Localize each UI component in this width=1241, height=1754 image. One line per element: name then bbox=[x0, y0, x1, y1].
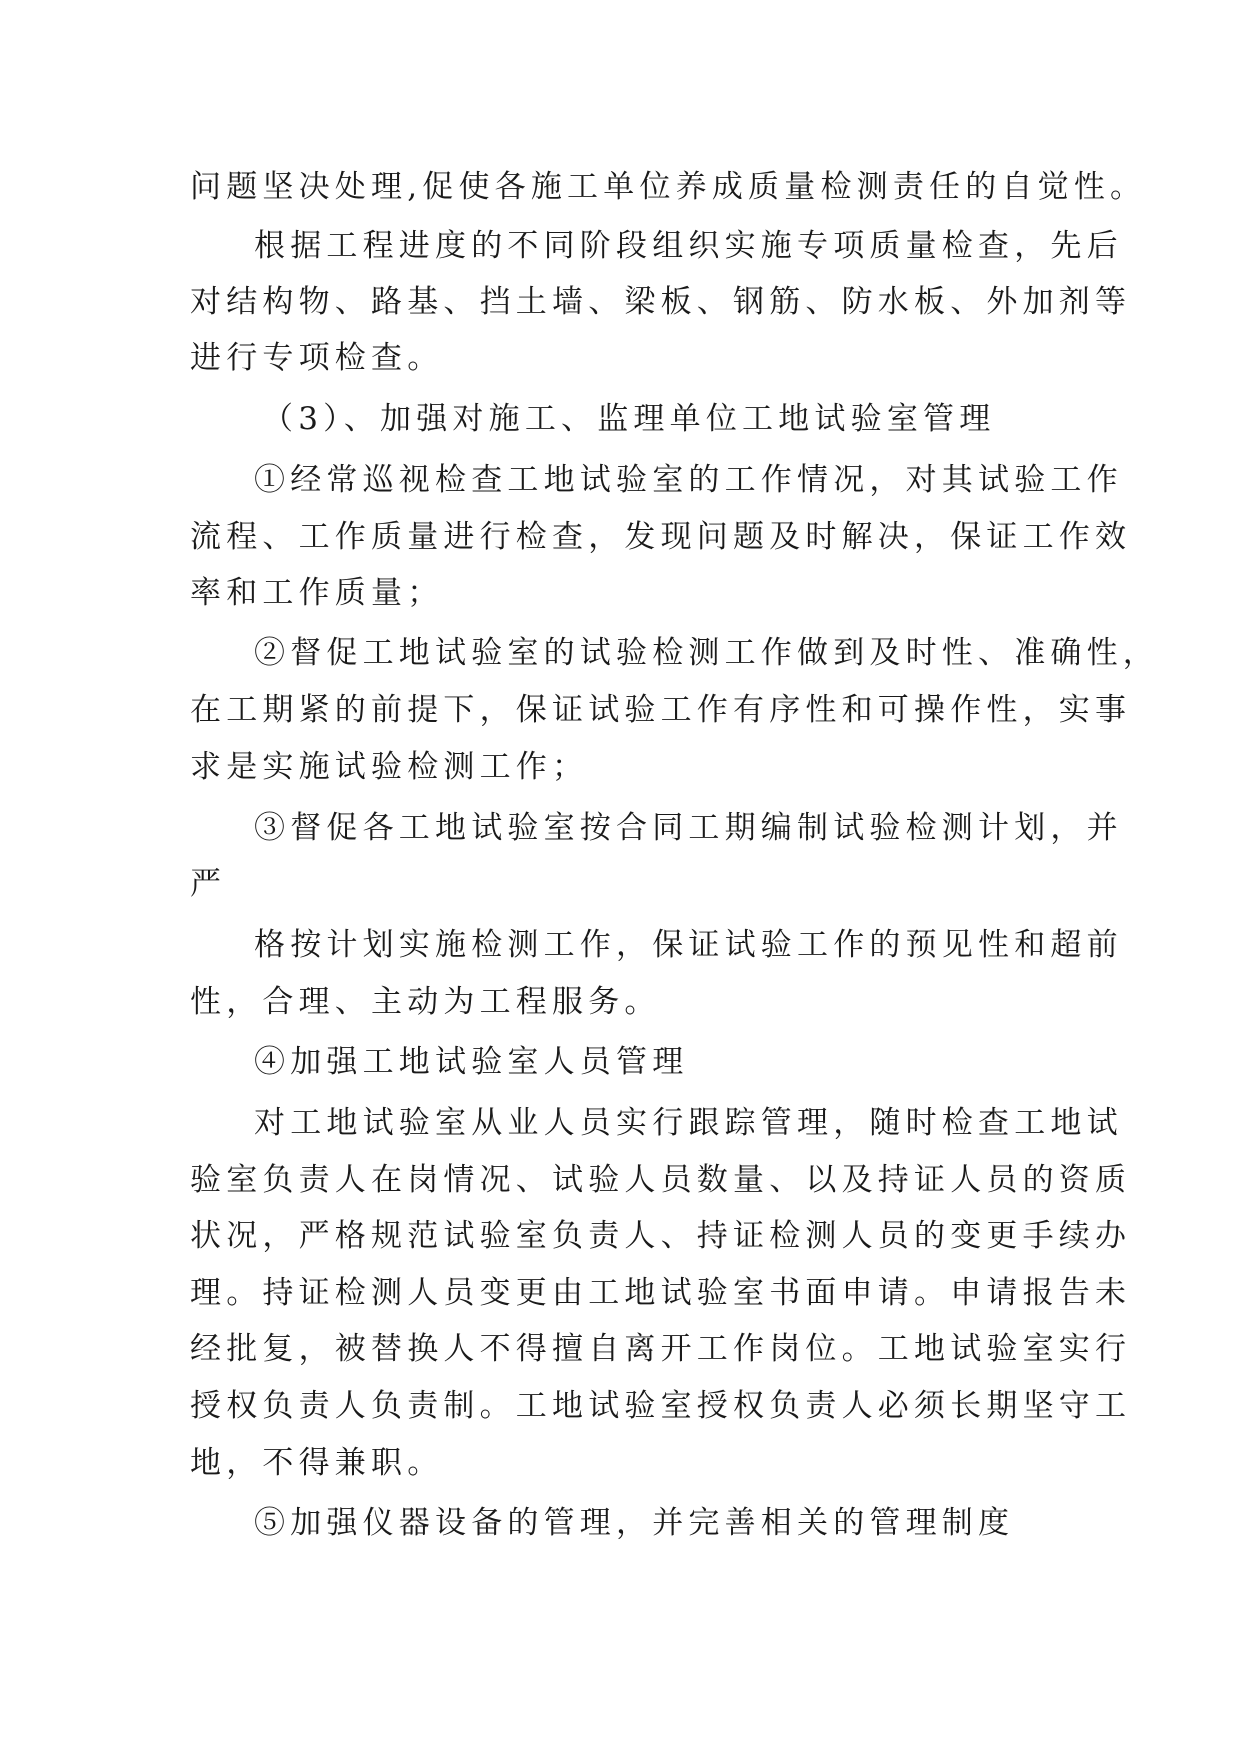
text-line-18: 验室负责人在岗情况、试验人员数量、以及持证人员的资质 bbox=[190, 1162, 1132, 1198]
text-line-17: 对工地试验室从业人员实行跟踪管理，随时检查工地试 bbox=[254, 1105, 1123, 1141]
text-line-15: 性，合理、主动为工程服务。 bbox=[190, 984, 661, 1020]
section-heading-3: （3）、加强对施工、监理单位工地试验室管理 bbox=[262, 401, 996, 437]
text-line-20: 理。持证检测人员变更由工地试验室书面申请。申请报告未 bbox=[190, 1275, 1132, 1311]
text-line-10: 在工期紧的前提下，保证试验工作有序性和可操作性，实事 bbox=[190, 692, 1132, 728]
text-line-21: 经批复，被替换人不得擅自离开工作岗位。工地试验室实行 bbox=[190, 1331, 1132, 1367]
text-line-19: 状况，严格规范试验室负责人、持证检测人员的变更手续办 bbox=[190, 1218, 1132, 1254]
text-line-3: 对结构物、路基、挡土墙、梁板、钢筋、防水板、外加剂等 bbox=[190, 284, 1132, 320]
text-line-2: 根据工程进度的不同阶段组织实施专项质量检查，先后 bbox=[254, 228, 1123, 264]
text-line-13: 严 bbox=[190, 866, 227, 902]
text-line-12: ③督促各工地试验室按合同工期编制试验检测计划，并 bbox=[254, 810, 1123, 846]
text-line-24: ⑤加强仪器设备的管理，并完善相关的管理制度 bbox=[254, 1505, 1015, 1541]
text-line-11: 求是实施试验检测工作； bbox=[190, 749, 589, 785]
text-line-14: 格按计划实施检测工作，保证试验工作的预见性和超前 bbox=[254, 927, 1123, 963]
text-line-16: ④加强工地试验室人员管理 bbox=[254, 1044, 689, 1080]
text-line-9: ②督促工地试验室的试验检测工作做到及时性、准确性， bbox=[254, 635, 1159, 671]
text-line-6: ①经常巡视检查工地试验室的工作情况，对其试验工作 bbox=[254, 462, 1123, 498]
text-line-22: 授权负责人负责制。工地试验室授权负责人必须长期坚守工 bbox=[190, 1388, 1132, 1424]
text-line-1: 问题坚决处理,促使各施工单位养成质量检测责任的自觉性。 bbox=[190, 169, 1147, 205]
text-line-8: 率和工作质量； bbox=[190, 575, 444, 611]
text-line-23: 地，不得兼职。 bbox=[190, 1445, 444, 1481]
text-line-7: 流程、工作质量进行检查，发现问题及时解决，保证工作效 bbox=[190, 519, 1132, 555]
text-line-4: 进行专项检查。 bbox=[190, 340, 444, 376]
